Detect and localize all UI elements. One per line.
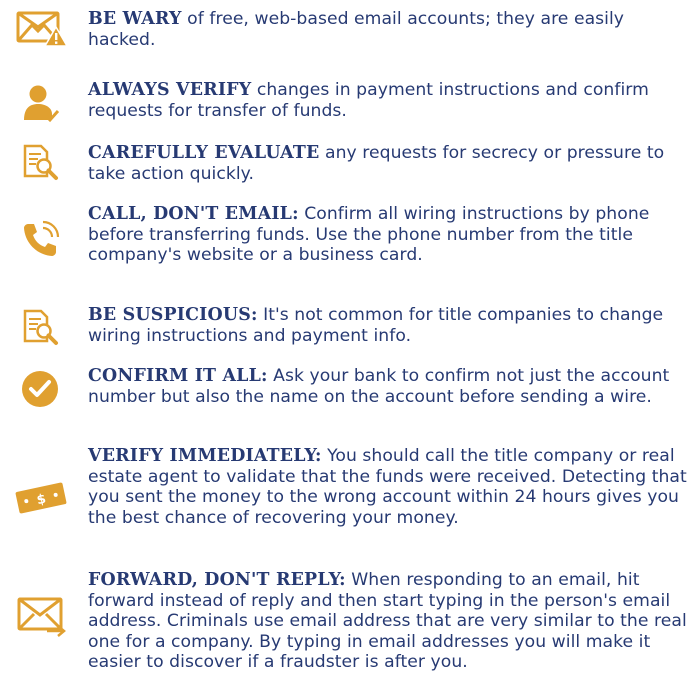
person-check-icon [22, 84, 60, 124]
tip-body: Ask your bank to confirm not just the account number but also the name on the account before sending a wire. [88, 366, 670, 407]
tip-carefully-evaluate [88, 143, 694, 184]
phone-ringing-icon [22, 220, 60, 258]
tip-be-wary [88, 9, 694, 50]
tip-confirm-it-all [88, 366, 694, 407]
tip-verify-immediately [88, 446, 694, 528]
tip-lead: BE WARY [88, 9, 182, 29]
tip-body: changes in payment instructions and confirm requests for transfer of funds. [88, 80, 649, 121]
tip-lead: CONFIRM IT ALL: [88, 366, 268, 386]
tip-body: Confirm all wiring instructions by phone before transferring funds. Use the phone number from the title company's website or a business card. [88, 204, 650, 265]
envelope-forward-icon [17, 597, 67, 637]
tip-lead: CAREFULLY EVALUATE [88, 143, 320, 163]
checkmark-circle-icon [21, 370, 59, 408]
document-magnifier-icon [23, 309, 59, 347]
tip-lead: CALL, DON'T EMAIL: [88, 204, 299, 224]
tip-body: of free, web-based email accounts; they are easily hacked. [88, 9, 625, 50]
tip-always-verify [88, 80, 694, 121]
tip-lead: BE SUSPICIOUS: [88, 305, 258, 325]
money-bill-icon [14, 482, 68, 514]
tip-lead: ALWAYS VERIFY [88, 80, 252, 100]
tip-call-dont-email [88, 204, 694, 266]
tip-body: any requests for secrecy or pressure to take action quickly. [88, 143, 665, 184]
document-magnifier-icon [23, 144, 59, 182]
envelope-warning-icon [16, 11, 68, 47]
tip-lead: FORWARD, DON'T REPLY: [88, 570, 346, 590]
tip-body: You should call the title company or real estate agent to validate that the funds were received. Detecting that you sent the money to the wrong account within 24 hours gives you the best chance of recovering your money. [88, 446, 687, 528]
tip-body: It's not common for title companies to change wiring instructions and payment info. [88, 305, 664, 346]
svg-text:$: $ [35, 491, 48, 509]
tip-be-suspicious [88, 305, 694, 346]
tip-lead: VERIFY IMMEDIATELY: [88, 446, 322, 466]
tip-body: When responding to an email, hit forward instead of reply and then start typing in the person's email address. Criminals use email address that are very similar to the real one for a company. By typing in email addresses you will make it easier to discover if a fraudster is after you. [88, 570, 687, 672]
tip-forward-dont-reply [88, 570, 694, 673]
